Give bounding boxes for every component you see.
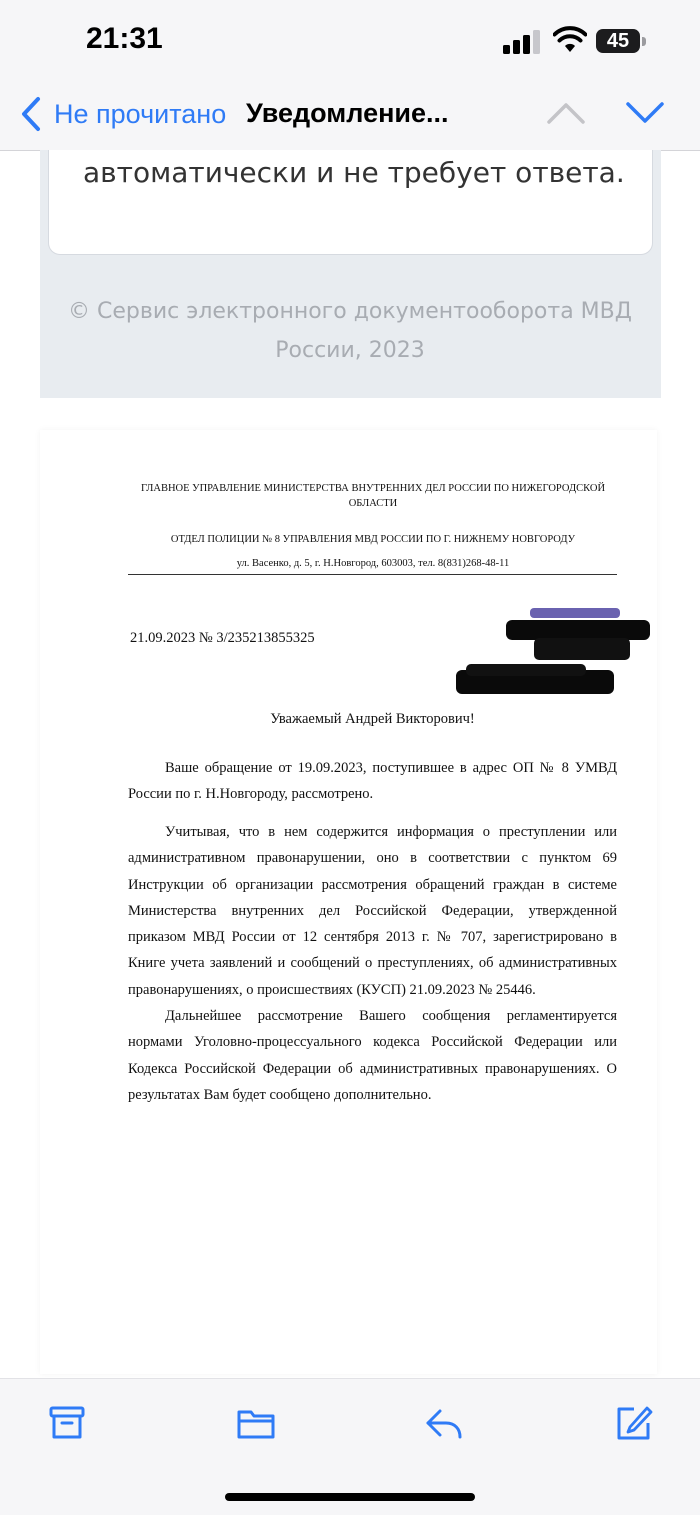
email-card-text: автоматически и не требует ответа.: [83, 156, 625, 189]
wifi-icon: [553, 26, 587, 54]
battery-icon: [596, 29, 648, 55]
compose-icon[interactable]: [614, 1403, 654, 1443]
previous-message-button[interactable]: [546, 98, 586, 128]
redaction-mark: [456, 664, 614, 698]
battery-level: 45: [606, 30, 630, 52]
letter-header-divider: [128, 574, 617, 575]
letter-paragraph: Ваше обращение от 19.09.2023, поступившее в адрес ОП № 8 УМВД России по г. Н.Новгороду, рассмотрено.: [128, 760, 617, 803]
back-button[interactable]: [18, 94, 226, 134]
nav-bar: [0, 84, 700, 151]
letter-paragraph: Учитывая, что в нем содержится информация о преступлении или административном правонарушении, оно в соответствии с пунктом 69 Инструкции об организации рассмотрения обращений граждан в системе Министерства внутренних дел Российской Федерации, утвержденной приказом МВД России от 12 сентября 2013 г. № 707, зарегистрировано в Книге учета заявлений и сообщений о преступлениях, об административных правонарушениях, о происшествиях (КУСП) 21.09.2023 № 25446.: [128, 824, 617, 998]
letter-reg-number: 21.09.2023 № 3/235213855325: [130, 630, 315, 646]
letter-header-address: ул. Васенко, д. 5, г. Н.Новгород, 603003, тел. 8(831)268-48-11: [236, 558, 510, 569]
email-message-card: [48, 150, 653, 255]
nav-title: Уведомление...: [246, 98, 449, 128]
letter-salutation: Уважаемый Андрей Викторович!: [270, 711, 475, 727]
archive-icon[interactable]: [47, 1403, 87, 1443]
folder-icon[interactable]: [236, 1403, 276, 1443]
letter-paragraph: Дальнейшее рассмотрение Вашего сообщения регламентируется нормами Уголовно-процессуального кодекса Российской Федерации или Кодекса Российской Федерации об административных правонарушениях. О результатах Вам будет сообщено дополнительно.: [128, 1008, 617, 1103]
next-message-button[interactable]: [624, 98, 666, 128]
home-indicator: [225, 1493, 475, 1501]
letter-header-ministry: ГЛАВНОЕ УПРАВЛЕНИЕ МИНИСТЕРСТВА ВНУТРЕННИХ ДЕЛ РОССИИ ПО НИЖЕГОРОДСКОЙ ОБЛАСТИ: [140, 483, 606, 509]
chevron-left-icon: [18, 96, 44, 132]
reply-icon[interactable]: [424, 1403, 464, 1443]
cellular-signal-icon: [503, 30, 543, 54]
status-time: 21:31: [86, 22, 163, 55]
letter-document: [40, 430, 657, 1374]
letter-header-department: ОТДЕЛ ПОЛИЦИИ № 8 УПРАВЛЕНИЯ МВД РОССИИ ПО Г. НИЖНЕМУ НОВГОРОДУ: [170, 534, 576, 545]
redaction-mark: [506, 608, 650, 660]
email-copyright: © Сервис электронного документооборота МВД России, 2023: [68, 299, 632, 363]
status-bar: [0, 0, 700, 84]
back-label: Не прочитано: [54, 98, 227, 129]
